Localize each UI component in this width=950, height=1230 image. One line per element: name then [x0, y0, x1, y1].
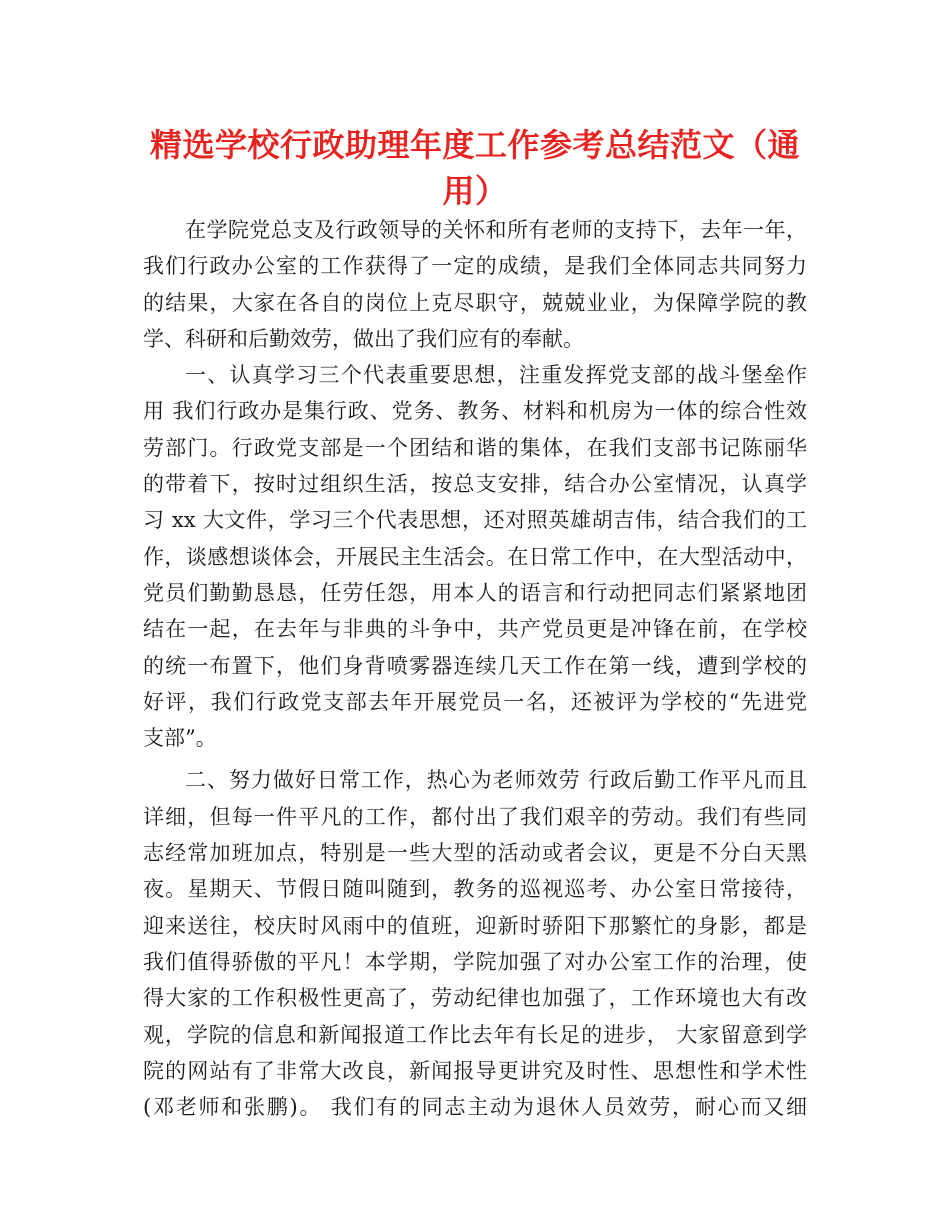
text-line: 得大家的工作积极性更高了，劳动纪律也加强了，工作环境也大有改	[143, 986, 807, 1011]
text-line: 好评，我们行政党支部去年开展党员一名，还被评为学校的“先进党	[143, 689, 807, 714]
text-line: 二、努力做好日常工作，热心为老师效劳 行政后勤工作平凡而且	[185, 768, 807, 793]
title-line: 精选学校行政助理年度工作参考总结范文（通	[149, 126, 800, 164]
text-line: 一、认真学习三个代表重要思想，注重发挥党支部的战斗堡垒作	[185, 363, 807, 388]
text-line: 劳部门。行政党支部是一个团结和谐的集体，在我们支部书记陈丽华	[143, 435, 807, 460]
document-title	[145, 122, 805, 214]
title-line: 用）	[442, 172, 508, 210]
text-line: 迎来送往，校庆时风雨中的值班，迎新时骄阳下那繁忙的身影，都是	[143, 913, 807, 938]
text-line: 在学院党总支及行政领导的关怀和所有老师的支持下，去年一年，	[185, 218, 807, 242]
text-line: 的结果，大家在各自的岗位上克尽职守，兢兢业业，为保障学院的教	[143, 290, 807, 315]
text-line: 观，学院的信息和新闻报道工作比去年有长足的进步， 大家留意到学	[143, 1022, 807, 1047]
text-line: 的统一布置下，他们身背喷雾器连续几天工作在第一线，遭到学校的	[143, 653, 807, 678]
text-line: 习 xx 大文件，学习三个代表思想，还对照英雄胡吉伟，结合我们的工	[143, 508, 807, 533]
text-line: 用 我们行政办是集行政、党务、教务、材料和机房为一体的综合性效	[143, 399, 807, 424]
text-line: 我们值得骄傲的平凡！本学期，学院加强了对办公室工作的治理，使	[143, 949, 807, 974]
text-line: 夜。星期天、节假日随叫随到，教务的巡视巡考、办公室日常接待，	[143, 877, 807, 902]
text-line: 党员们勤勤恳恳，任劳任怨，用本人的语言和行动把同志们紧紧地团	[143, 580, 807, 605]
paragraph	[143, 357, 807, 756]
paragraph	[143, 762, 807, 1125]
text-line: 我们行政办公室的工作获得了一定的成绩，是我们全体同志共同努力	[143, 254, 807, 279]
text-line: 院的网站有了非常大改良，新闻报导更讲究及时性、思想性和学术性	[143, 1058, 807, 1083]
text-line: 结在一起，在去年与非典的斗争中，共产党员更是冲锋在前，在学校	[143, 617, 807, 642]
text-line: 支部”。	[143, 726, 217, 751]
text-line: (邓老师和张鹏)。 我们有的同志主动为退休人员效劳，耐心而又细	[143, 1095, 807, 1120]
text-line: 学、科研和后勤效劳，做出了我们应有的奉献。	[143, 326, 584, 351]
paragraph	[143, 212, 807, 357]
text-line: 志经常加班加点，特别是一些大型的活动或者会议，更是不分白天黑	[143, 841, 807, 866]
text-line: 的带着下，按时过组织生活，按总支安排，结合办公室情况，认真学	[143, 472, 807, 497]
document-body	[143, 212, 807, 1125]
text-line: 详细，但每一件平凡的工作，都付出了我们艰辛的劳动。我们有些同	[143, 804, 807, 829]
text-line: 作，谈感想谈体会，开展民主生活会。在日常工作中，在大型活动中，	[143, 544, 807, 569]
